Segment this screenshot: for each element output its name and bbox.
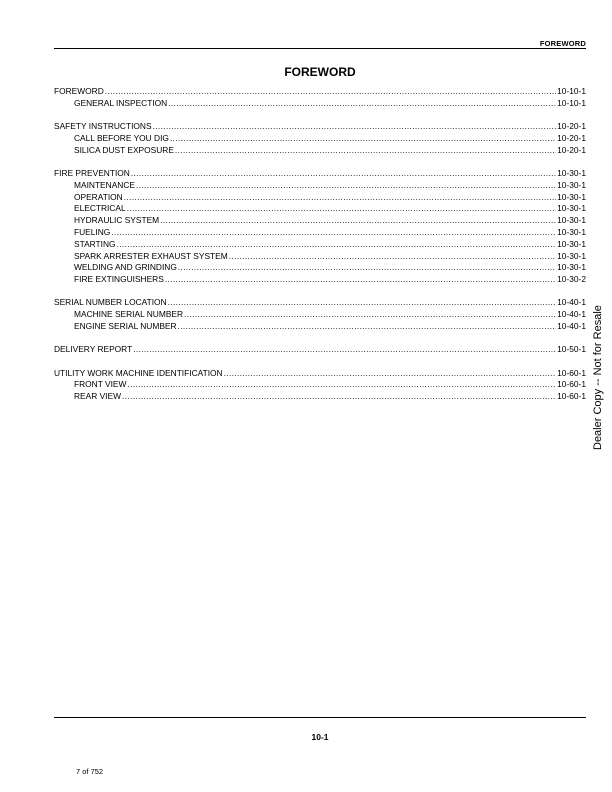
toc-subentry[interactable]: [54, 239, 586, 251]
toc-entry-title: SPARK ARRESTER EXHAUST SYSTEM: [74, 250, 228, 261]
toc-entry[interactable]: [54, 368, 586, 380]
toc-subentry[interactable]: [54, 145, 586, 157]
toc-entry-page: 10-40-1: [557, 309, 586, 320]
toc-entry-page: 10-30-1: [557, 226, 586, 237]
page-number: 10-1: [311, 732, 329, 742]
toc-section: [54, 368, 586, 403]
toc-dot-leader: [178, 321, 557, 333]
toc-subentry[interactable]: [54, 309, 586, 321]
toc-entry-page: 10-10-1: [557, 97, 586, 108]
toc-dot-leader: [229, 251, 556, 263]
dealer-copy-watermark: Dealer Copy -- Not for Resale: [592, 305, 604, 450]
toc-dot-leader: [117, 239, 557, 251]
toc-entry-title: FOREWORD: [54, 86, 104, 96]
toc-entry[interactable]: [54, 344, 586, 356]
toc-entry-title: CALL BEFORE YOU DIG: [74, 132, 169, 143]
toc-entry-page: 10-30-1: [557, 215, 586, 226]
toc-entry-page: 10-30-2: [557, 274, 586, 285]
toc-subentry[interactable]: [54, 180, 586, 192]
toc-entry-title: ENGINE SERIAL NUMBER: [74, 321, 177, 332]
toc-dot-leader: [175, 145, 556, 157]
toc-dot-leader: [168, 98, 556, 110]
toc-entry-title: FRONT VIEW: [74, 379, 127, 390]
toc-entry-page: 10-30-1: [557, 250, 586, 261]
toc-dot-leader: [178, 262, 556, 274]
toc-dot-leader: [165, 274, 556, 286]
toc-entry-page: 10-40-1: [557, 321, 586, 332]
toc-subentry[interactable]: [54, 133, 586, 145]
toc-entry-page: 10-40-1: [557, 297, 586, 308]
toc-entry-title: FIRE PREVENTION: [54, 167, 130, 178]
toc-entry-title: REAR VIEW: [74, 391, 121, 402]
toc-subentry[interactable]: [54, 227, 586, 239]
toc-entry-title: WELDING AND GRINDING: [74, 262, 177, 273]
toc-dot-leader: [133, 344, 556, 356]
toc-dot-leader: [184, 309, 556, 321]
toc-dot-leader: [127, 203, 556, 215]
running-header: FOREWORD: [539, 39, 586, 48]
toc-section: [54, 86, 586, 110]
toc-entry-title: SILICA DUST EXPOSURE: [74, 144, 174, 155]
toc-entry-page: 10-30-1: [557, 179, 586, 190]
toc-entry-page: 10-30-1: [557, 167, 586, 178]
toc-entry-title: UTILITY WORK MACHINE IDENTIFICATION: [54, 367, 223, 378]
toc-dot-leader: [131, 168, 556, 180]
toc-dot-leader: [127, 379, 556, 391]
toc-entry-page: 10-20-1: [557, 132, 586, 143]
toc-subentry[interactable]: [54, 192, 586, 204]
toc-entry[interactable]: [54, 86, 586, 98]
toc-entry-page: 10-20-1: [557, 121, 586, 132]
toc-entry-page: 10-10-1: [557, 86, 586, 96]
toc-entry-title: ELECTRICAL: [74, 203, 126, 214]
toc-section: [54, 121, 586, 156]
page-counter: 7 of 752: [76, 767, 104, 776]
toc-dot-leader: [168, 297, 557, 309]
toc-dot-leader: [136, 180, 556, 192]
toc-dot-leader: [111, 227, 556, 239]
toc-dot-leader: [160, 215, 556, 227]
toc-entry-page: 10-30-1: [557, 203, 586, 214]
toc-section: [54, 297, 586, 332]
toc-dot-leader: [224, 368, 557, 380]
toc-subentry[interactable]: [54, 321, 586, 333]
toc-dot-leader: [105, 86, 556, 98]
toc-entry-page: 10-30-1: [557, 238, 586, 249]
toc-entry-title: FUELING: [74, 226, 111, 237]
toc-entry-title: FIRE EXTINGUISHERS: [74, 274, 164, 285]
toc-entry-page: 10-60-1: [557, 379, 586, 390]
toc-entry-title: GENERAL INSPECTION: [74, 97, 168, 108]
toc-subentry[interactable]: [54, 262, 586, 274]
toc-dot-leader: [122, 391, 556, 403]
toc-dot-leader: [124, 192, 556, 204]
toc-subentry[interactable]: [54, 274, 586, 286]
toc-entry[interactable]: [54, 121, 586, 133]
toc-entry-page: 10-60-1: [557, 391, 586, 402]
toc-subentry[interactable]: [54, 391, 586, 403]
toc-dot-leader: [170, 133, 556, 145]
toc-entry[interactable]: [54, 168, 586, 180]
table-of-contents: [54, 86, 586, 415]
toc-subentry[interactable]: [54, 379, 586, 391]
toc-entry-page: 10-30-1: [557, 191, 586, 202]
toc-entry-title: OPERATION: [74, 191, 123, 202]
toc-entry-title: STARTING: [74, 238, 116, 249]
footer-rule: [54, 717, 586, 718]
toc-dot-leader: [153, 121, 557, 133]
header-rule: [54, 48, 586, 49]
toc-subentry[interactable]: [54, 203, 586, 215]
toc-section: [54, 344, 586, 356]
toc-entry-title: SERIAL NUMBER LOCATION: [54, 297, 167, 308]
toc-entry-page: 10-20-1: [557, 144, 586, 155]
page-title: FOREWORD: [284, 65, 356, 79]
toc-entry-page: 10-50-1: [557, 344, 586, 355]
toc-entry-page: 10-60-1: [557, 367, 586, 378]
toc-entry-title: DELIVERY REPORT: [54, 344, 133, 355]
toc-entry-title: HYDRAULIC SYSTEM: [74, 215, 160, 226]
toc-subentry[interactable]: [54, 98, 586, 110]
toc-subentry[interactable]: [54, 251, 586, 263]
toc-section: [54, 168, 586, 286]
toc-entry-title: MAINTENANCE: [74, 179, 135, 190]
toc-entry-title: SAFETY INSTRUCTIONS: [54, 121, 152, 132]
toc-entry[interactable]: [54, 297, 586, 309]
toc-subentry[interactable]: [54, 215, 586, 227]
toc-entry-title: MACHINE SERIAL NUMBER: [74, 309, 184, 320]
toc-entry-page: 10-30-1: [557, 262, 586, 273]
